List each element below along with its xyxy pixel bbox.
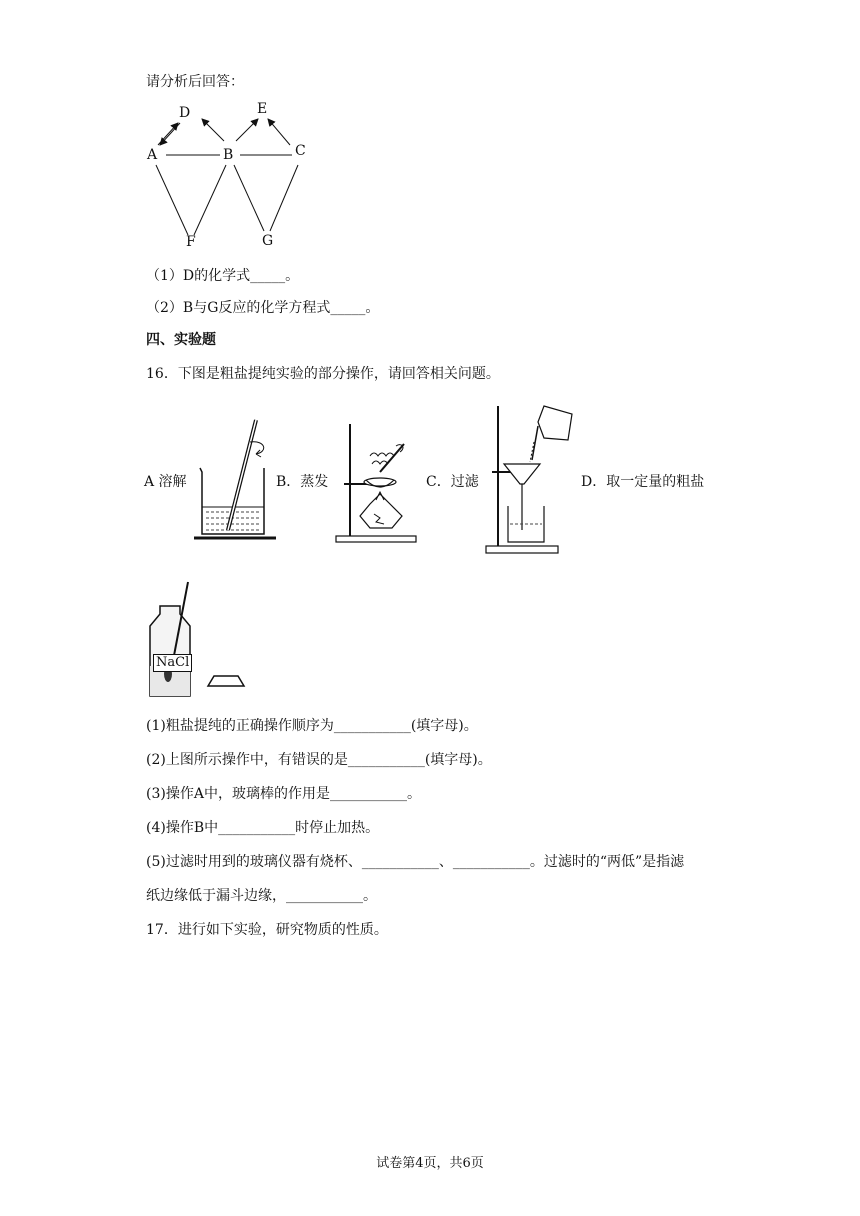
q15-part2: （2）B与G反应的化学方程式_____。: [146, 300, 380, 316]
node-c: C: [295, 143, 306, 159]
relationship-graph: [140, 95, 320, 255]
q17-stem: 17．进行如下实验，研究物质的性质。: [146, 922, 388, 938]
section-title: 四、实验题: [146, 332, 216, 348]
reagent-bottle-shape: [142, 578, 252, 700]
q16-part2: (2)上图所示操作中，有错误的是___________(填字母)。: [146, 752, 492, 768]
graph-lines: [140, 95, 320, 255]
node-e: E: [257, 101, 268, 117]
q16-part5-line1: (5)过滤时用到的玻璃仪器有烧杯、___________、___________。过滤时的“两低”是指滤: [146, 854, 685, 870]
node-d: D: [179, 105, 191, 121]
q16-part4: (4)操作B中___________时停止加热。: [146, 820, 380, 836]
q16-part1: (1)粗盐提纯的正确操作顺序为___________(填字母)。: [146, 718, 478, 734]
node-g: G: [262, 233, 274, 249]
q15-part1: （1）D的化学式_____。: [146, 268, 300, 284]
filtration-setup-illustration: [484, 402, 584, 556]
node-a: A: [147, 147, 158, 163]
evaporation-setup-illustration: [334, 420, 420, 544]
q16-part5-line2: 纸边缘低于漏斗边缘，___________。: [146, 888, 377, 904]
op-label-c: C．过滤: [426, 474, 479, 490]
node-f: F: [186, 234, 196, 250]
intro-text: 请分析后回答：: [146, 74, 244, 90]
op-label-d: D．取一定量的粗盐: [581, 474, 705, 490]
node-b: B: [223, 147, 234, 163]
q16-part3: (3)操作A中，玻璃棒的作用是___________。: [146, 786, 421, 802]
op-label-b: B．蒸发: [276, 474, 329, 490]
page-footer: 试卷第4页，共6页: [376, 1156, 484, 1171]
nacl-label: NaCl: [153, 654, 192, 672]
dissolving-beaker-illustration: [194, 412, 276, 542]
q16-stem: 16．下图是粗盐提纯实验的部分操作，请回答相关问题。: [146, 366, 500, 382]
nacl-reagent-bottle-illustration: [142, 578, 252, 700]
op-label-a: A 溶解: [144, 474, 187, 490]
